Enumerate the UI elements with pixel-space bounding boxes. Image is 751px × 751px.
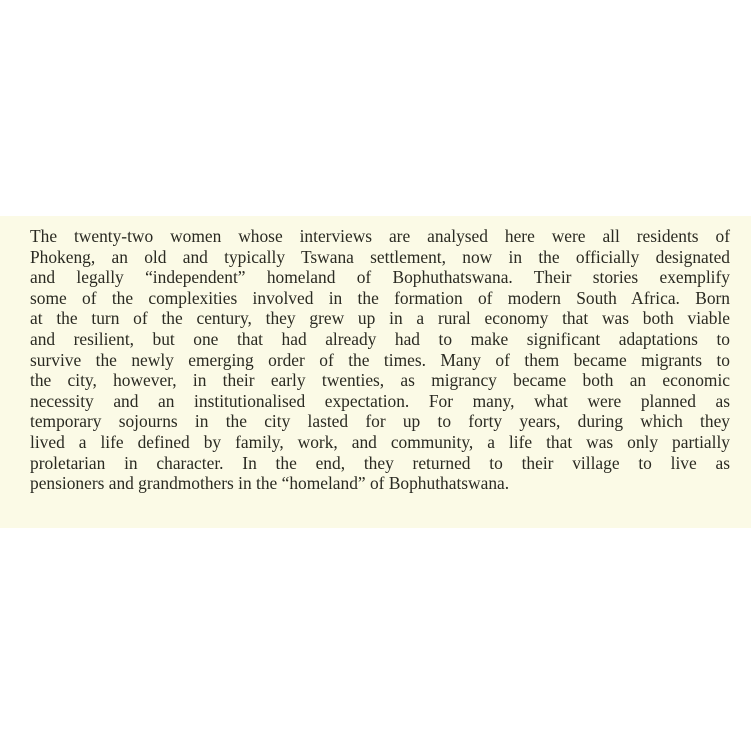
paragraph-line: and resilient, but one that had already had to make significant adaptations to [30, 328, 730, 349]
paragraph-line: pensioners and grandmothers in the “homeland” of Bophuthatswana. [30, 473, 510, 494]
paragraph-line: necessity and an institutionalised expectation. For many, what were planned as [30, 390, 730, 411]
body-paragraph [30, 226, 730, 494]
paragraph-line: some of the complexities involved in the formation of modern South Africa. Born [30, 287, 730, 308]
paragraph-line: and legally “independent” homeland of Bophuthatswana. Their stories exemplify [30, 267, 730, 288]
paragraph-line: The twenty-two women whose interviews are analysed here were all residents of [30, 226, 730, 246]
paragraph-line: survive the newly emerging order of the times. Many of them became migrants to [30, 349, 730, 370]
paragraph-line: at the turn of the century, they grew up in a rural economy that was both viable [30, 308, 730, 329]
paragraph-line: Phokeng, an old and typically Tswana settlement, now in the officially designated [30, 246, 730, 267]
paragraph-line: proletarian in character. In the end, they returned to their village to live as [30, 452, 730, 473]
paragraph-line: lived a life defined by family, work, and community, a life that was only partially [30, 431, 730, 452]
paragraph-line: temporary sojourns in the city lasted for up to forty years, during which they [30, 411, 730, 432]
paragraph-line: the city, however, in their early twenties, as migrancy became both an economic [30, 370, 730, 391]
